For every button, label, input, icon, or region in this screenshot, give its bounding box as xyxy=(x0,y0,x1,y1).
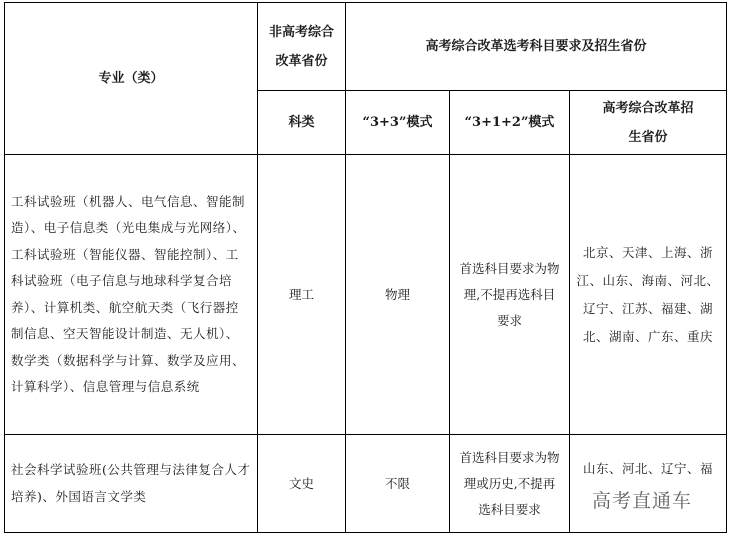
major-cell: 社会科学试验班(公共管理与法律复合人才培养)、外国语言文学类 xyxy=(5,435,258,533)
major-cell: 工科试验班（机器人、电气信息、智能制造）、电子信息类（光电集成与光网络）、工科试验班（智能仪器、智能控制）、工科试验班（电子信息与地球科学复合培养）、计算机类、航空航天类（飞行器控制信息、空天智能设计制造、无人机）、数学类（数据科学与计算、数学及应用、计算科学）、信息管理与信息系统 xyxy=(5,155,258,435)
header-mode-312: “3+1+2”模式 xyxy=(450,91,570,155)
header-row-1 xyxy=(5,3,727,91)
header-reform-group: 高考综合改革选考科目要求及招生省份 xyxy=(346,3,727,91)
requirements-table xyxy=(4,2,727,533)
provinces-cell: 北京、天津、上海、浙江、山东、海南、河北、辽宁、江苏、福建、湖北、湖南、广东、重庆 xyxy=(570,155,727,435)
header-subject-category: 科类 xyxy=(258,91,346,155)
category-cell: 文史 xyxy=(258,435,346,533)
category-cell: 理工 xyxy=(258,155,346,435)
mode-33-cell: 物理 xyxy=(346,155,450,435)
table-row xyxy=(5,435,727,533)
mode-33-cell: 不限 xyxy=(346,435,450,533)
table-row xyxy=(5,155,727,435)
header-major: 专业（类） xyxy=(5,3,258,155)
mode-312-cell: 首选科目要求为物理,不提再选科目要求 xyxy=(450,155,570,435)
header-mode-33: “3+3”模式 xyxy=(346,91,450,155)
header-non-reform: 非高考综合改革省份 xyxy=(258,3,346,91)
header-reform-provinces: 高考综合改革招生省份 xyxy=(570,91,727,155)
provinces-cell: 山东、河北、辽宁、福 xyxy=(570,435,727,533)
mode-312-cell: 首选科目要求为物理或历史,不提再选科目要求 xyxy=(450,435,570,533)
watermark-text: 高考直通车 xyxy=(592,490,693,512)
